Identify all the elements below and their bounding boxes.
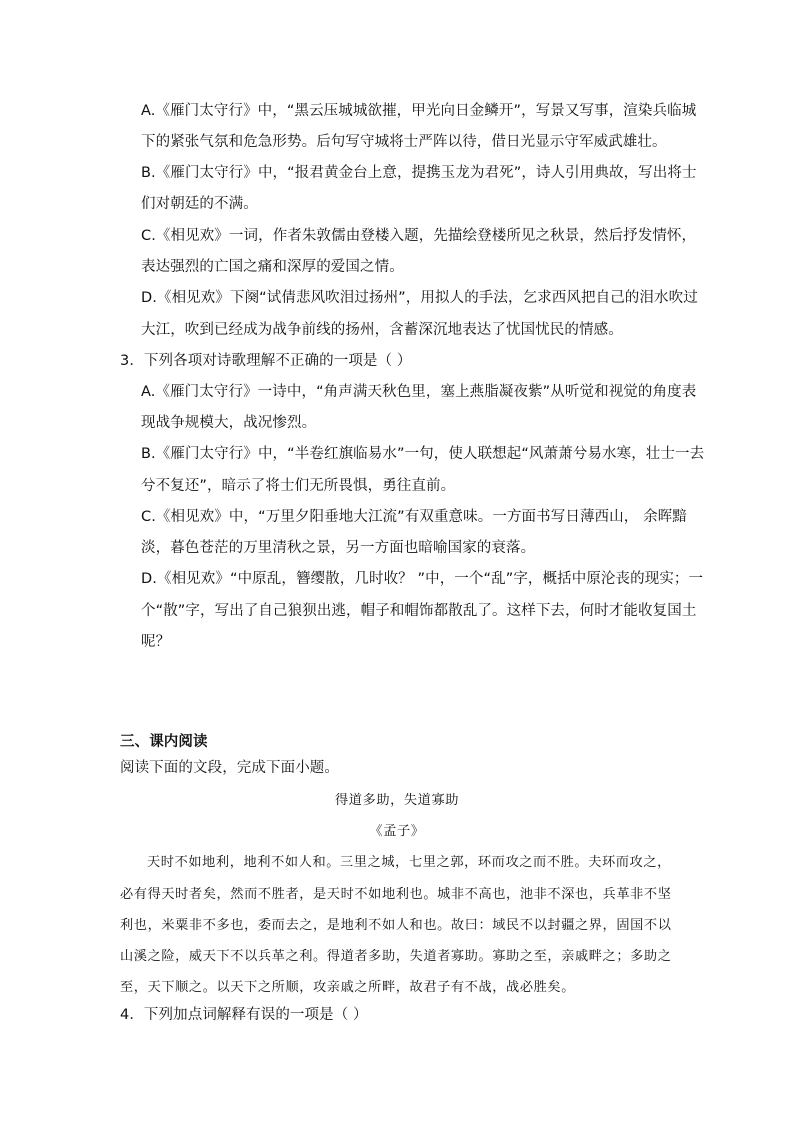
q3-option-b-line1: B.《雁门太守行》中，“半卷红旗临易水”一句，使人联想起“风萧萧兮易水寒，壮士一去 bbox=[141, 446, 705, 462]
q3-option-a-line1: A.《雁门太守行》一诗中，“角声满天秋色里，塞上燕脂凝夜紫”从听觉和视觉的角度表 bbox=[141, 384, 697, 400]
q3-option-d-line2: 个“散”字，写出了自己狼狈出逃，帽子和帽饰都散乱了。这样下去，何时才能收复国土 bbox=[141, 603, 697, 619]
q2-option-a-line1: A.《雁门太守行》中，“黑云压城城欲摧，甲光向日金鳞开”，写景又写事，渲染兵临城 bbox=[141, 103, 697, 119]
q2-option-d-line2: 大江，吹到已经成为战争前线的扬州，含蓄深沉地表达了忧国忧民的情感。 bbox=[141, 322, 623, 338]
passage-line-5: 至，天下顺之。以天下之所顺，攻亲戚之所畔，故君子有不战，战必胜矣。 bbox=[120, 980, 575, 995]
q2-option-c-line2: 表达强烈的亡国之痛和深厚的爱国之情。 bbox=[141, 259, 404, 275]
passage-line-2: 必有得天时者矣，然而不胜者，是天时不如地利也。城非不高也，池非不深也，兵革非不坚 bbox=[120, 887, 672, 902]
q3-option-d-line1: D.《相见欢》“中原乱，簪缨散，几时收？ ”中，一个“乱”字，概括中原沦丧的现实；一 bbox=[141, 571, 704, 587]
section-instruction: 阅读下面的文段，完成下面小题。 bbox=[120, 760, 339, 776]
section-heading: 三、课内阅读 bbox=[120, 734, 208, 750]
question-3-stem: 3．下列各项对诗歌理解不正确的一项是（ ） bbox=[120, 353, 412, 369]
q3-option-c-line1: C.《相见欢》中，“万里夕阳垂地大江流”有双重意味。一方面书写日薄西山， 余晖黯 bbox=[141, 509, 687, 525]
q2-option-a-line2: 下的紧张气氛和危急形势。后句写守城将士严阵以待，借日光显示守军威武雄壮。 bbox=[141, 134, 667, 150]
passage-line-4: 山溪之险，威天下不以兵革之利。得道者多助，失道者寡助。寡助之至，亲戚畔之；多助之 bbox=[120, 949, 672, 964]
question-4-stem: 4．下列加点词解释有误的一项是（ ） bbox=[120, 1007, 368, 1023]
passage-line-1: 天时不如地利，地利不如人和。三里之城，七里之郭，环而攻之而不胜。夫环而攻之， bbox=[147, 855, 671, 870]
passage-line-3: 利也，米粟非不多也，委而去之，是地利不如人和也。故曰：域民不以封疆之界，固国不以 bbox=[120, 918, 672, 933]
q2-option-c-line1: C.《相见欢》一词，作者朱敦儒由登楼入题，先描绘登楼所见之秋景，然后抒发情怀， bbox=[141, 228, 697, 244]
q2-option-b-line1: B.《雁门太守行》中，“报君黄金台上意，提携玉龙为君死”，诗人引用典故，写出将士 bbox=[141, 165, 697, 181]
q2-option-d-line1: D.《相见欢》下阕“试倩悲风吹泪过扬州”，用拟人的手法，乞求西风把自己的泪水吹过 bbox=[141, 290, 698, 306]
q3-option-c-line2: 淡，暮色苍茫的万里清秋之景，另一方面也暗喻国家的衰落。 bbox=[141, 540, 536, 556]
q2-option-b-line2: 们对朝廷的不满。 bbox=[141, 196, 258, 212]
q3-option-a-line2: 现战争规模大，战况惨烈。 bbox=[141, 415, 317, 431]
passage-author: 《孟子》 bbox=[369, 824, 425, 839]
q3-option-b-line2: 兮不复还”，暗示了将士们无所畏惧，勇往直前。 bbox=[141, 478, 456, 494]
q3-option-d-line3: 呢？ bbox=[141, 634, 171, 650]
passage-title: 得道多助，失道寡助 bbox=[334, 793, 460, 808]
